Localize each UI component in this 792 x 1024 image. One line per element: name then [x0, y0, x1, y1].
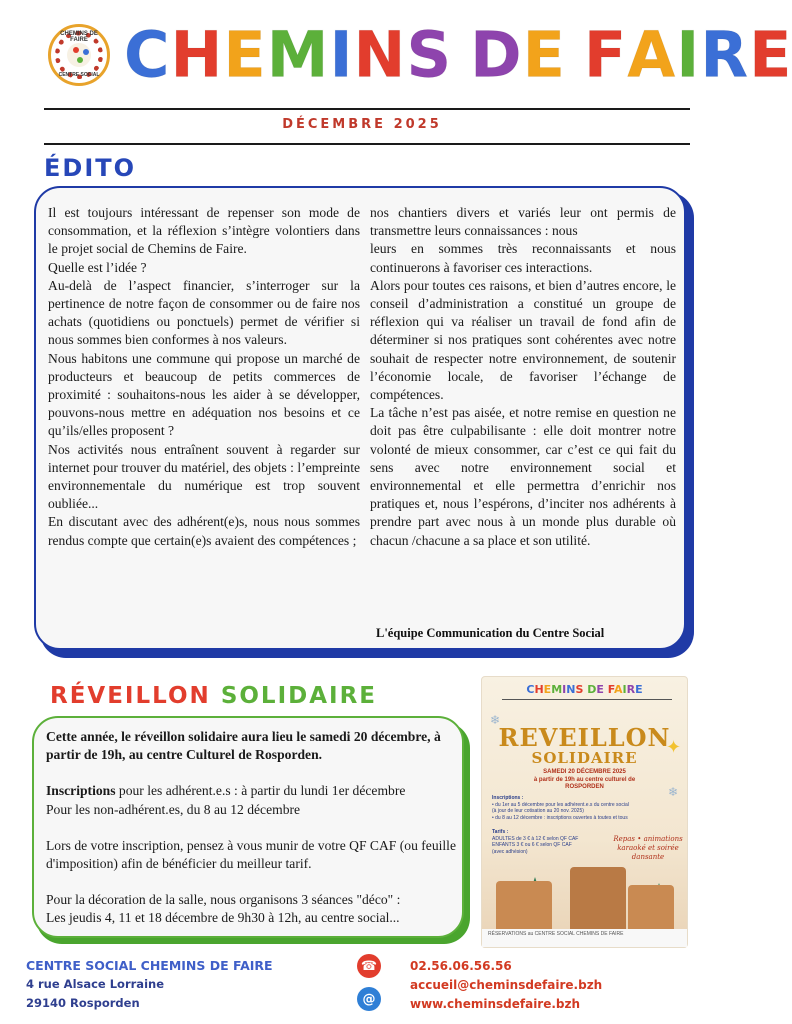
reveillon-non-adherents: Pour les non-adhérent.es, du 8 au 12 décembre — [46, 801, 301, 817]
reveillon-box — [32, 716, 464, 938]
poster-title-letter: R — [626, 683, 636, 696]
email-icon: @ — [357, 987, 381, 1011]
poster-inscriptions-line2: (à jour de leur cotisation au 20 nov. 2025) — [492, 808, 584, 814]
gingerbread-house-icon — [570, 867, 626, 929]
logo-figure — [77, 57, 83, 63]
poster-date-line2: à partir de 19h au centre culturel de — [533, 776, 636, 783]
reveillon-qf-info: Lors de votre inscription, pensez à vous munir de votre QF CAF (ou feuille d'imposition) afin de bénéficier du meilleur tarif. — [46, 837, 456, 872]
edito-paragraph: La tâche n’est pas aisée, et notre remise en question ne doit pas être culpabilisante : elle doit montrer notre volonté de mieux consommer, car c’est ce qui fait du sens avec notre environnement social et environnemental et elle permettra d’enrichir nos pratiques et, nous l’espérons, d’inciter nos adhérents à prendre part avec nous à un monde plus durable où chacun /chacune a sa place et son utilité. — [370, 405, 676, 548]
title-letter: F — [583, 16, 628, 92]
poster-title-letter: E — [635, 683, 643, 696]
poster-title-letter: S — [575, 683, 584, 696]
poster-title-letter: E — [596, 683, 604, 696]
edito-heading: ÉDITO — [44, 154, 137, 182]
poster-title-letter: I — [562, 683, 567, 696]
inscriptions-label: Inscriptions — [46, 783, 116, 799]
gingerbread-house-icon — [628, 885, 674, 929]
edito-paragraph: leurs en sommes très reconnaissants et nous continuerons à favoriser ces interactions. — [370, 241, 676, 275]
title-letter — [566, 17, 584, 91]
footer-address-line2: 29140 Rosporden — [26, 996, 140, 1010]
edito-paragraph: nos chantiers divers et variés leur ont permis de transmettre leurs connaissances : nous — [370, 205, 676, 239]
star-icon: ✦ — [666, 737, 682, 757]
edito-paragraph: Nous habitons une commune qui propose un marché de producteurs et beaucoup de petits commerces de proximité : souhaitons-nous les aider à se développer, pouvons-nous mettre en adéquation nos besoins et ce qu’ils/elles proposent ? — [48, 350, 360, 439]
poster-inscriptions — [492, 795, 682, 821]
title-letter: N — [353, 16, 407, 92]
poster-tarifs-line3: (avec adhésion) — [492, 848, 528, 855]
poster-tarifs-title: Tarifs : — [492, 829, 509, 835]
reveillon-inscriptions — [46, 782, 458, 800]
poster-title-letter: D — [587, 683, 597, 696]
reveillon-heading — [50, 683, 377, 709]
poster-title — [482, 683, 687, 696]
edito-paragraph: Alors pour toutes ces raisons, et bien d’autres encore, le conseil d’administration a constitué un groupe de réflexion qui va réaliser un travail de fond afin de déterminer si nos pratiques sont cohérentes avec notre souhait de respecter notre environnement, de soutenir l’économie locale, de favoriser l’échange de compétences. — [370, 277, 676, 403]
edito-right-column — [370, 204, 676, 550]
poster-tarifs-line1: ADULTES de 3 € à 12 € selon QF CAF — [492, 835, 579, 842]
edito-signature: L'équipe Communication du Centre Social — [376, 626, 605, 640]
logo-text-top: CHEMINS DE FAIRE — [60, 31, 98, 43]
poster-word1: REVEILLON — [498, 723, 671, 752]
title-letter: A — [627, 16, 677, 92]
edito-box — [34, 186, 686, 650]
edito-left-column — [48, 204, 360, 550]
title-letter: E — [522, 16, 566, 92]
reveillon-heading-word1: RÉVEILLON — [50, 683, 211, 709]
edito-paragraph: Il est toujours intéressant de repenser son mode de consommation, et la réflexion s’intègre volontiers dans le projet social de Chemins de Faire. — [48, 205, 360, 257]
logo-figure — [83, 49, 89, 55]
poster-title-letter: E — [543, 683, 552, 696]
footer-website[interactable]: www.cheminsdefaire.bzh — [410, 997, 581, 1011]
title-letter: E — [223, 16, 267, 92]
title-letter — [452, 17, 470, 91]
poster-footer: RÉSERVATIONS au CENTRE SOCIAL CHEMINS DE FAIRE — [482, 929, 687, 947]
poster-title-letter: C — [526, 683, 535, 696]
poster-title-letter: A — [614, 683, 623, 696]
title-letter: R — [700, 16, 750, 92]
edito-paragraph: En discutant avec des adhérent(e)s, nous nous sommes rendus compte que certain(e)s avaient des compétences ; — [48, 514, 360, 548]
poster-date — [482, 769, 687, 792]
title-letter: E — [749, 16, 792, 92]
poster-inscriptions-line1: • du 1er au 5 décembre pour les adhérent.e.s du centre social — [492, 801, 629, 808]
poster-title-letter: N — [566, 683, 576, 696]
title-letter: C — [124, 16, 171, 92]
title-letter: M — [266, 16, 330, 92]
poster-title-letter: M — [551, 683, 563, 696]
footer-phone[interactable]: 02.56.06.56.56 — [410, 959, 512, 973]
poster-word2: SOLIDAIRE — [531, 749, 638, 767]
poster-inscriptions-title: Inscriptions : — [492, 795, 524, 801]
poster-title-letter: H — [534, 683, 544, 696]
reveillon-deco-line1: Pour la décoration de la salle, nous organisons 3 séances "déco" : — [46, 892, 401, 908]
edito-paragraph: Quelle est l’idée ? — [48, 259, 147, 275]
poster-title-letter: I — [622, 683, 627, 696]
reveillon-poster — [481, 676, 688, 948]
poster-tarifs — [492, 829, 610, 855]
poster-lights — [502, 699, 672, 713]
title-letter: D — [470, 16, 523, 92]
logo — [48, 24, 110, 86]
poster-tarifs-line2: ENFANTS 3 € ou 6 € selon QF CAF — [492, 842, 572, 848]
inscriptions-text: pour les adhérent.e.s : à partir du lundi 1er décembre — [115, 783, 406, 799]
title-letter: S — [406, 16, 453, 92]
newsletter-title — [124, 14, 792, 94]
header-divider-bottom — [44, 143, 690, 145]
poster-title-letter: F — [607, 683, 614, 696]
reveillon-deco-line2: Les jeudis 4, 11 et 18 décembre de 9h30 à 12h, au centre social... — [46, 910, 400, 926]
title-letter: I — [329, 16, 354, 92]
title-letter: H — [170, 16, 224, 92]
logo-center — [67, 43, 91, 67]
poster-animations: Repas • animations karaoké et soirée dansante — [613, 835, 683, 861]
footer-email[interactable]: accueil@cheminsdefaire.bzh — [410, 978, 603, 992]
reveillon-intro: Cette année, le réveillon solidaire aura lieu le samedi 20 décembre, à partir de 19h, au centre Culturel de Rosporden. — [46, 729, 441, 763]
logo-figure — [73, 47, 79, 53]
header-divider-top — [44, 108, 690, 110]
edito-paragraph: Au-delà de l’aspect financier, s’interroger sur la pertinence de notre façon de consommer ou de faire nos achats (quotidiens ou ponctuels) permet de vérifier si nous sommes bien conformes à nos valeurs. — [48, 277, 360, 348]
footer-address-line1: 4 rue Alsace Lorraine — [26, 977, 164, 991]
title-letter: I — [676, 16, 701, 92]
snowflake-icon: ❄ — [668, 785, 679, 799]
edito-paragraph: Nos activités nous entraînent souvent à regarder sur internet pour trouver du matériel, des objets : l’empreinte environnementale du numérique est trop souvent oubliée... — [48, 441, 360, 512]
issue-month: DÉCEMBRE 2025 — [282, 117, 442, 132]
snowflake-icon: ❄ — [490, 713, 501, 727]
footer-org-name: CENTRE SOCIAL CHEMINS DE FAIRE — [26, 958, 273, 973]
reveillon-heading-word2: SOLIDAIRE — [220, 683, 378, 709]
poster-date-line1: SAMEDI 20 DÉCEMBRE 2025 — [543, 769, 626, 775]
poster-date-line3: ROSPORDEN — [565, 784, 604, 790]
phone-icon: ☎ — [357, 954, 381, 978]
poster-inscriptions-line3: • du 8 au 12 décembre : inscriptions ouvertes à toutes et tous — [492, 814, 628, 821]
logo-text-bottom: CENTRE SOCIAL — [58, 72, 100, 78]
gingerbread-house-icon — [496, 881, 552, 929]
footer-address — [26, 956, 273, 1013]
